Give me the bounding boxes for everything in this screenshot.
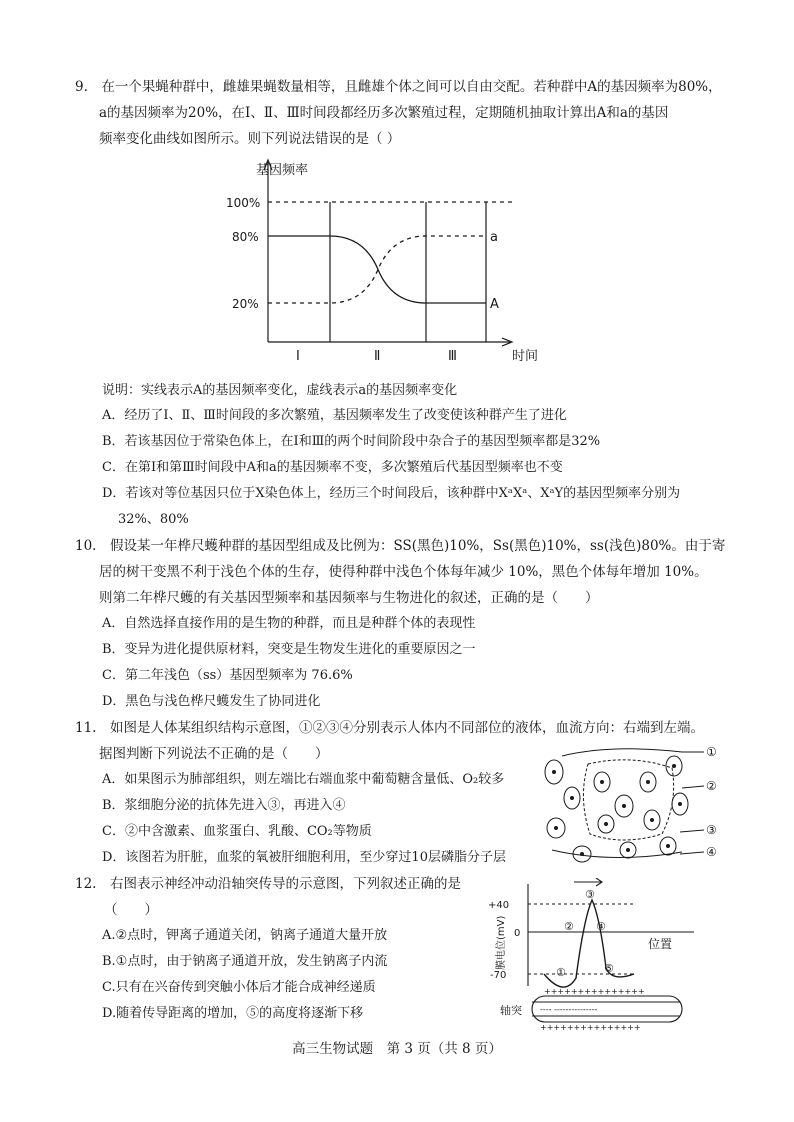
q9-stem-line-1: 9. 在一个果蝇种群中，雌雄果蝇数量相等，且雌雄个体之间可以自由交配。若种群中A的基因频率为80%， — [75, 79, 722, 95]
series-label-A: A — [490, 297, 499, 312]
q9-option-a: A．经历了Ⅰ、Ⅱ、Ⅲ时间段的多次繁殖，基因频率发生了改变使该种群产生了进化 — [102, 408, 567, 423]
series-label-a: a — [490, 230, 498, 245]
ytick-20: 20% — [232, 297, 259, 311]
q10-stem-line-3: 则第二年桦尺蠖的有关基因型频率和基因频率与生物进化的叙述，正确的是（ ） — [99, 590, 599, 606]
point-3: ③ — [585, 888, 595, 901]
q11-option-b: B．浆细胞分泌的抗体先进入③，再进入④ — [102, 798, 346, 813]
ytick-plus40: +40 — [488, 900, 510, 911]
q11-stem-line-2: 据图判断下列说法不正确的是（ ） — [99, 746, 329, 762]
point-4: ④ — [596, 920, 606, 933]
axon-outer-top-plus: +++++++++++++++ — [544, 987, 645, 996]
gene-frequency-chart — [220, 150, 560, 370]
point-2: ② — [564, 920, 574, 933]
label-2: ② — [706, 779, 717, 793]
q9-stem-line-3: 频率变化曲线如图所示。则下列说法错误的是（ ） — [99, 131, 401, 147]
q9-option-c: C．在第Ⅰ和第Ⅲ时间段中A和a的基因频率不变，多次繁殖后代基因型频率也不变 — [102, 460, 563, 475]
lymph-vessel — [583, 760, 673, 840]
q11-option-d: D．该图若为肝脏，血浆的氧被肝细胞利用，至少穿过10层磷脂分子层 — [102, 850, 506, 865]
q11-option-a: A．如果图示为肺部组织，则左端比右端血浆中葡萄糖含量低、O₂较多 — [102, 772, 505, 787]
series-line-A — [268, 236, 486, 303]
q10-option-d: D．黑色与浅色桦尺蠖发生了协同进化 — [102, 694, 321, 709]
q9-option-b: B．若该基因位于常染色体上，在Ⅰ和Ⅲ的两个时间阶段中杂合子的基因型频率都是32% — [102, 434, 601, 449]
period-1: Ⅰ — [296, 349, 300, 364]
point-1: ① — [556, 966, 566, 979]
q11-stem-line-1: 11. 如图是人体某组织结构示意图，①②③④分别表示人体内不同部位的液体，血流方向：右端到左端。 — [75, 720, 704, 736]
q12-stem-line-2: （ ） — [104, 902, 158, 918]
q10-option-c: C．第二年浅色（ss）基因型频率为 76.6% — [102, 668, 353, 683]
ytick-minus70: -70 — [490, 970, 507, 981]
q9-note: 说明：实线表示A的基因频率变化，虚线表示a的基因频率变化 — [102, 383, 458, 398]
page-footer: 高三生物试题 第 3 页（共 8 页） — [292, 1041, 502, 1057]
q12-option-d: D.随着传导距离的增加，⑤的高度将逐渐下移 — [102, 1006, 364, 1021]
q10-stem-line-1: 10. 假设某一年桦尺蠖种群的基因型组成及比例为：SS(黑色)10%，Ss(黑色)10%，ss(浅色)80%。由于寄 — [75, 538, 726, 554]
fig-ylabel: 膜电位(mV) — [496, 915, 507, 970]
tissue-structure-diagram — [532, 742, 722, 870]
label-1: ① — [706, 745, 717, 759]
chart-ylabel: 基因频率 — [256, 163, 309, 178]
q10-option-b: B．变异为进化提供原材料，突变是生物发生进化的重要原因之一 — [102, 642, 476, 657]
q9-option-d: D．若该对等位基因只位于X染色体上，经历三个时间段后，该种群中XᵃXᵃ、XᵃY的基因型频率分别为 — [102, 486, 681, 501]
q11-option-c: C．②中含激素、血浆蛋白、乳酸、CO₂等物质 — [102, 824, 372, 839]
axon-label: 轴突 — [500, 1004, 522, 1017]
period-3: Ⅲ — [448, 349, 457, 364]
label-4: ④ — [706, 845, 717, 859]
period-2: Ⅱ — [374, 349, 381, 364]
action-potential-diagram — [484, 878, 704, 1038]
axon-inner-top-minus: ---- --------------- — [540, 1005, 598, 1014]
point-5: ⑤ — [604, 962, 614, 975]
q10-option-a: A．自然选择直接作用的是生物的种群，而且是种群个体的表现性 — [102, 616, 476, 631]
q12-option-b: B.①点时，由于钠离子通道开放，发生钠离子内流 — [102, 954, 388, 969]
ytick-100: 100% — [226, 196, 261, 210]
chart-xlabel: 时间 — [512, 349, 539, 364]
ytick-80: 80% — [232, 230, 259, 244]
q9-stem-line-2: a的基因频率为20%，在Ⅰ、Ⅱ、Ⅲ时间段都经历多次繁殖过程，定期随机抽取计算出A和a的基因 — [99, 105, 669, 121]
fig-xlabel: 位置 — [648, 937, 673, 951]
q12-option-c: C.只有在兴奋传到突触小体后才能合成神经递质 — [102, 980, 376, 995]
axon-outer-bottom-plus: +++++++++++++++ — [540, 1023, 641, 1032]
q10-stem-line-2: 居的树干变黑不利于浅色个体的生存，使得种群中浅色个体每年减少 10%，黑色个体每年增加 10%。 — [99, 564, 708, 580]
label-3: ③ — [706, 823, 717, 837]
q12-option-a: A.②点时，钾离子通道关闭，钠离子通道大量开放 — [102, 928, 388, 943]
series-line-a — [268, 236, 486, 303]
q9-option-d-cont: 32%、80% — [118, 512, 189, 527]
q12-stem-line-1: 12. 右图表示神经冲动沿轴突传导的示意图，下列叙述正确的是 — [75, 876, 461, 892]
ytick-0: 0 — [514, 928, 521, 939]
